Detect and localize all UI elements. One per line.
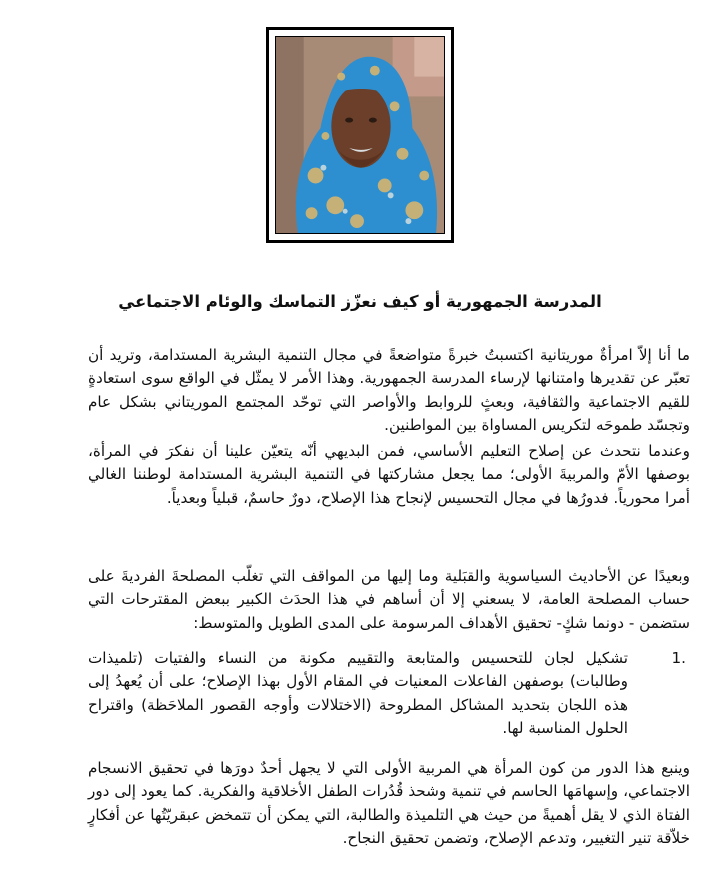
portrait-frame [266, 27, 454, 243]
paragraph-intro: ما أنا إلاّ امرأةٌ موريتانية اكتسبتُ خبرةً متواضعةً في مجال التنمية البشرية المستدامة، وتريد أن تعبّر عن تقديرها وامتنانها لإرساء المدرسة الجمهورية. وهذا الأمر لا يمثّل في الواقع سوى استعادةٍ للقيم الاجتماعية والثقافية، وبعثٍ للروابط والأواصر التي توحّد المجتمع الموريتاني بشكل عام وتجسّد طموحَه لتكريس المساواة بين المواطنين. [88, 346, 690, 435]
portrait-photo [275, 36, 445, 234]
paragraph-education-reform: وعندما نتحدث عن إصلاح التعليم الأساسي، فمن البديهي أنّه يتعيّن علينا أن نفكرَ في المرأة، بوصفها الأمّ والمربيةَ الأولى؛ مما يجعل مشاركتها في التنمية البشرية المستدامة لوطننا الغالي أمرا محورياً. فدورُها في مجال التحسيس لإنجاح هذا الإصلاح، دورٌ حاسمٌ، قبلياً وبعدياً. [88, 442, 690, 507]
document-title: المدرسة الجمهورية أو كيف نعزّز التماسك والوئام الاجتماعي [118, 292, 602, 311]
paragraph-proposals: وبعيدًا عن الأحاديث السياسوية والقبَلية وما إليها من المواقف التي تغلّب المصلحةَ الفرديةَ على حساب المصلحة العامة، لا يسعني إلا أن أساهم في هذا الحدَث الكبير ببعض المقترحات التي ستضمن - دونما شكٍ- تحقيق الأهداف المرسومة على المدى الطويل والمتوسط: [88, 567, 690, 632]
list-item-number: 1. [671, 649, 686, 667]
list-item-text: تشكيل لجان للتحسيس والمتابعة والتقييم مكونة من النساء والفتيات (تلميذات وطالبات) بوصفهن الفاعلات المعنيات في المقام الأول بهذا الإصلاح؛ على أن يُعهدُ إلى هذه اللجان بتحديد المشاكل المطروحة (الاختلالات وأوجه القصور الملاحَظة) واقتراح الحلول المناسبة لها. [88, 649, 628, 738]
paragraph-closing: وينبع هذا الدور من كون المرأة هي المربية الأولى التي لا يجهل أحدٌ دورَها في تحقيق الانسجام الاجتماعي، وإسهامَها الحاسم في تنمية وشحذ قُدُرات الطفل الأخلاقية والفكرية. كما يعود إلى دور الفتاة الذي لا يقل أهميةً من حيث هي التلميذة والطالبة، التي يمكن أن تتمخض عبقريّتُها عن أفكارٍ خلاّقة تنير التغيير، وتدعم الإصلاح، وتضمن تحقيق النجاح. [88, 759, 690, 848]
